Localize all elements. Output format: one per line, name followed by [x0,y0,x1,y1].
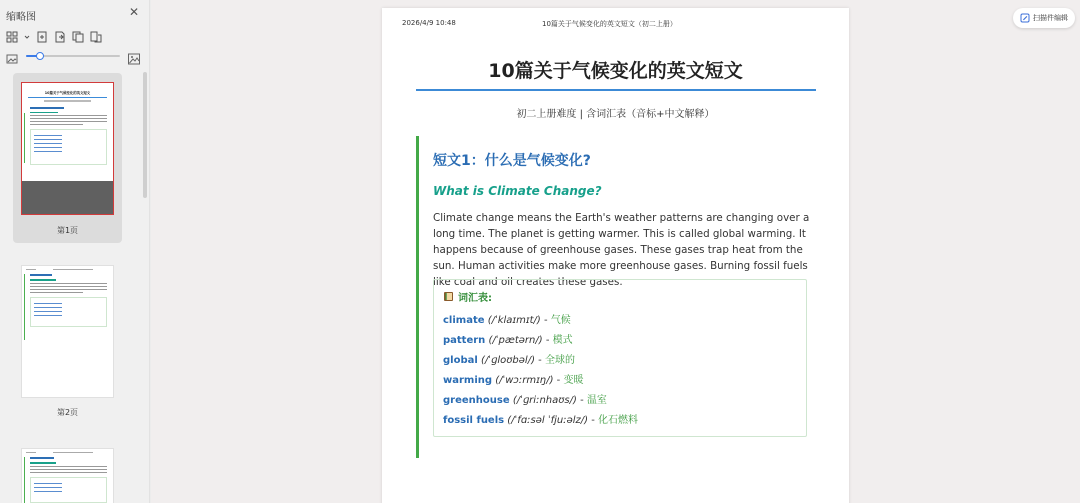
thumbnail-page-2[interactable] [13,257,122,427]
vocab-phonetic: (/ˈwɔːrmɪŋ/) [495,375,554,386]
thumbnail-label: 第1页 [56,226,79,235]
thumbnail-sidebar [0,0,150,503]
vocab-word: greenhouse [443,395,510,406]
running-header: 10篇关于气候变化的英文短文（初二上册） [542,20,677,28]
sidebar-scrollbar[interactable] [143,72,147,198]
vocab-meaning: 气候 [550,315,571,326]
replace-page-icon[interactable] [90,28,102,40]
vocab-word: warming [443,375,493,386]
thumbnail-zoom-control [6,50,140,62]
grid-view-icon[interactable] [6,28,18,40]
insert-page-icon[interactable] [36,28,48,40]
scan-edit-button[interactable] [1013,8,1075,28]
scan-edit-icon [1020,13,1030,23]
vocab-phonetic: (/ˈpætərn/) [488,335,543,346]
vocab-meaning: 温室 [586,395,607,406]
vocab-entry: climate (/ˈklaɪmɪt/) - 气候 [443,315,571,326]
sidebar-toolbar [6,28,102,40]
zoom-slider[interactable] [26,55,120,57]
section-heading-en: What is Climate Change? [433,184,602,198]
vocab-entry: warming (/ˈwɔːrmɪŋ/) - 变暖 [443,375,584,386]
zoom-in-image-icon[interactable] [128,50,140,62]
thumbnail-label: 第2页 [56,408,79,417]
vocab-entry: pattern (/ˈpætərn/) - 模式 [443,335,573,346]
thumbnail-page-preview: 10篇关于气候变化的英文短文 [21,82,114,215]
vocab-phonetic: (/ˈklaɪmɪt/) [487,315,541,326]
zoom-slider-handle[interactable] [36,52,44,60]
title-divider [416,89,816,91]
document-page [382,8,849,503]
chevron-down-icon[interactable] [24,28,30,40]
vocab-meaning: 化石燃料 [598,415,639,426]
vocab-entry: fossil fuels (/ˈfɑːsəl ˈfjuːəlz/) - 化石燃料 [443,415,639,426]
extract-page-icon[interactable] [54,28,66,40]
vocab-word: fossil fuels [443,415,505,426]
vocab-phonetic: (/ˈɡriːnhaʊs/) [512,395,577,406]
page-title: 10篇关于气候变化的英文短文 [488,60,743,82]
sidebar-title: 缩略图 [6,12,36,23]
vocab-entry: global (/ˈɡloʊbəl/) - 全球的 [443,355,575,366]
vocab-word: global [443,355,478,366]
copy-page-icon[interactable] [72,28,84,40]
vocabulary-heading [443,289,492,304]
print-datetime: 2026/4/9 10:48 [402,19,456,27]
vocab-word: climate [443,315,485,326]
vocabulary-heading-text: 词汇表: [458,293,492,304]
book-icon [443,291,454,302]
vocab-phonetic: (/ˈfɑːsəl ˈfjuːəlz/) [507,415,589,426]
thumbnail-page-preview [21,265,114,398]
document-viewport[interactable] [151,0,1080,503]
article-paragraph: Climate change means the Earth's weather patterns are changing over a long time. The planet is getting warmer. This is called global warming. It happens because of greenhouse gases. These gases trap heat from the sun. Human activities make more greenhouse gases. Burning fossil fuels like coal and oil creates these gases. [433,212,810,288]
vocab-meaning: 模式 [552,335,573,346]
close-icon[interactable]: ✕ [128,5,140,19]
vocab-word: pattern [443,335,486,346]
page-subtitle: 初二上册难度 | 含词汇表（音标+中文解释） [516,109,715,120]
vocab-phonetic: (/ˈɡloʊbəl/) [480,355,535,366]
vocab-meaning: 变暖 [563,375,584,386]
zoom-out-image-icon[interactable] [6,50,18,62]
thumbnail-page-preview [21,448,114,503]
section-heading-cn: 短文1：什么是气候变化? [433,153,591,169]
vocab-meaning: 全球的 [544,355,575,366]
scan-edit-label: 扫描件编辑 [1033,14,1068,22]
thumbnail-page-1[interactable] [13,73,122,243]
article-section [416,136,814,458]
vocabulary-box [433,279,807,437]
thumbnail-page-3[interactable] [13,440,122,503]
vocab-entry: greenhouse (/ˈɡriːnhaʊs/) - 温室 [443,395,607,406]
